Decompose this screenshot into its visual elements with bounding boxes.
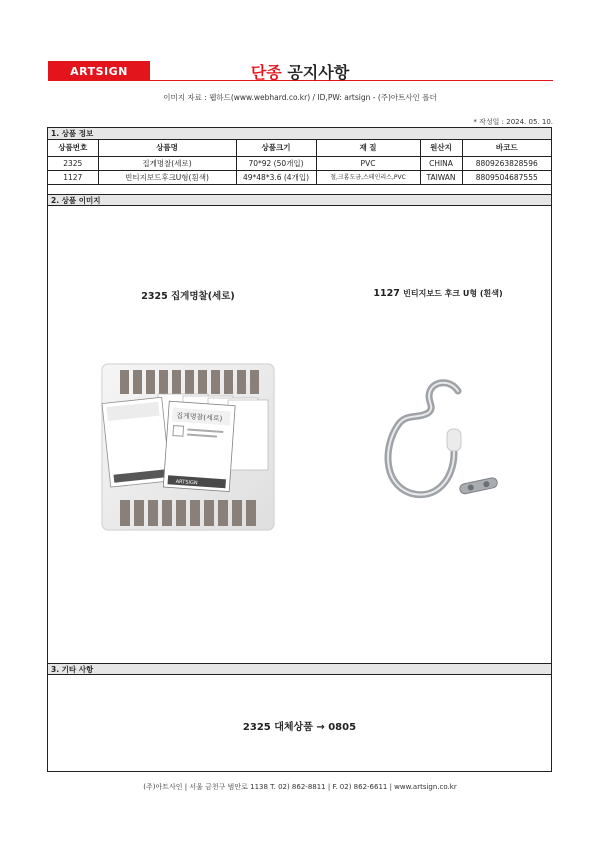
product1-name: 집게명찰(세로)	[171, 291, 235, 302]
product-name: 빈티지보드후크U형(흰색)	[98, 171, 236, 185]
product-origin: CHINA	[420, 157, 462, 171]
product-size: 70*92 (50개입)	[236, 157, 316, 171]
table-row	[48, 171, 551, 185]
product-name: 집게명찰(세로)	[98, 157, 236, 171]
product2-code: 1127	[373, 288, 400, 299]
title-highlight: 단종	[250, 63, 282, 82]
product1-label	[108, 288, 268, 302]
product-code: 2325	[48, 157, 98, 171]
product2-image	[358, 373, 508, 513]
page-title	[0, 60, 600, 83]
section2-heading: 2. 상품 이미지	[48, 194, 551, 206]
product-size: 49*48*3.6 (4개입)	[236, 171, 316, 185]
product-origin: TAIWAN	[420, 171, 462, 185]
logo-text: ARTSIGN	[70, 64, 128, 78]
col-header: 상품명	[98, 140, 236, 157]
product-barcode: 8809263828596	[462, 157, 551, 171]
col-header: 원산지	[420, 140, 462, 157]
col-header: 재 질	[316, 140, 420, 157]
product2-label	[338, 288, 538, 299]
section1-heading: 1. 상품 정보	[48, 128, 551, 140]
card-title-text: 집게명찰(세로)	[176, 411, 223, 423]
table-row	[48, 157, 551, 171]
col-header: 상품크기	[236, 140, 316, 157]
product1-image	[98, 360, 278, 540]
notice-frame	[47, 127, 552, 772]
table-header-row	[48, 140, 551, 157]
product-material: 철,크롬도금,스테인리스,PVC	[316, 171, 420, 185]
brand-mark-text: ARTSIGN	[175, 478, 198, 487]
replacement-note: 2325 대체상품 → 0805	[242, 722, 357, 733]
section3-heading: 3. 기타 사항	[48, 663, 551, 675]
product2-name: 빈티지보드 후크 U형 (흰색)	[403, 289, 503, 298]
image-source-info: 이미지 자료 : 웹하드(www.webhard.co.kr) / ID,PW: artsign - (주)아트사인 폴더	[163, 93, 437, 102]
product-material: PVC	[316, 157, 420, 171]
col-header: 상품번호	[48, 140, 98, 157]
col-header: 바코드	[462, 140, 551, 157]
footer-contact: (주)아트사인 | 서울 금천구 범안로 1138 T. 02) 862-8811 | F. 02) 862-6611 | www.artsign.co.kr	[143, 783, 457, 791]
product-info-table	[48, 140, 551, 185]
product-barcode: 8809504687555	[462, 171, 551, 185]
product-code: 1127	[48, 171, 98, 185]
product1-code: 2325	[141, 291, 168, 302]
title-rest: 공지사항	[281, 63, 350, 82]
created-date: * 작성일 : 2024. 05. 10.	[473, 118, 553, 126]
